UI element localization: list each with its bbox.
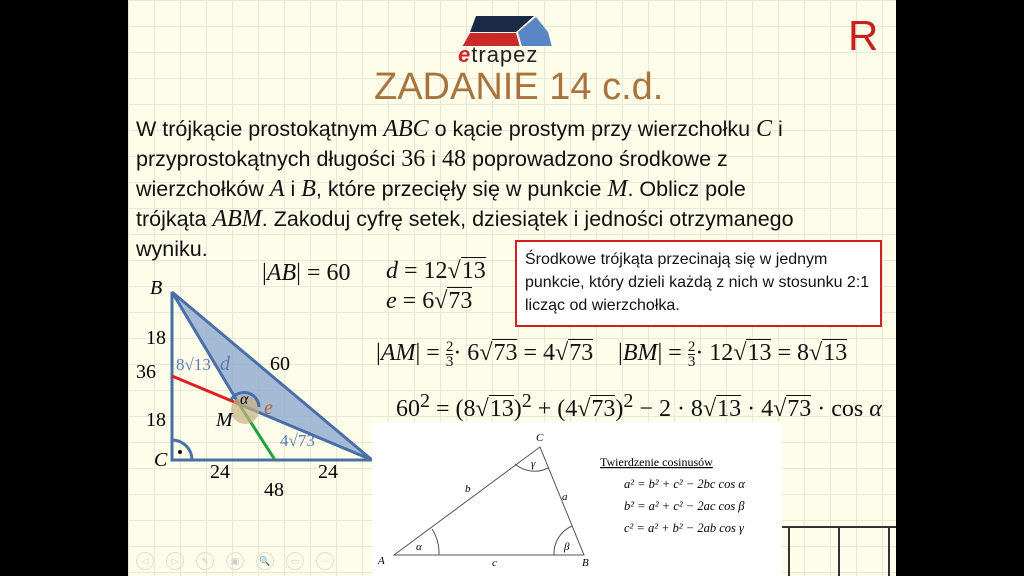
svg-text:c: c — [492, 557, 497, 569]
svg-text:C: C — [536, 432, 544, 444]
logo-text: etrapez — [458, 42, 539, 67]
info-box: Środkowe trójkąta przecinają się w jednym punkcie, który dzieli każdą z nich w stosunku 2:1 licząc od wierzchołka. — [515, 240, 882, 327]
formula-ab: |AB| = 60 — [262, 260, 351, 286]
svg-text:e: e — [264, 397, 273, 419]
svg-text:M: M — [216, 409, 233, 431]
formula-am: |AM| = $\frac{2}{3}$ · 6√73 = 4√73 — [376, 339, 594, 370]
svg-text:d: d — [220, 353, 230, 375]
formula-d: d = 12√13 — [386, 258, 486, 284]
svg-text:C: C — [154, 449, 168, 471]
svg-text:b: b — [465, 483, 471, 495]
svg-text:24: 24 — [318, 461, 338, 483]
formula-e: e = 6√73 — [386, 288, 473, 314]
svg-text:b² = a² + c² − 2ac cos β: b² = a² + c² − 2ac cos β — [624, 499, 745, 513]
svg-text:A: A — [378, 555, 385, 567]
answer-boxes — [782, 526, 896, 576]
slide — [128, 0, 896, 576]
svg-text:γ: γ — [531, 458, 536, 470]
svg-text:48: 48 — [264, 479, 284, 500]
slide-title: ZADANIE 14 c.d. — [374, 66, 664, 108]
svg-text:18: 18 — [146, 327, 166, 349]
svg-text:Twierdzenie cosinusów: Twierdzenie cosinusów — [600, 455, 713, 469]
prev-slide-button[interactable]: ◁ — [136, 552, 154, 570]
svg-text:60: 60 — [270, 353, 290, 375]
pen-tool-button[interactable]: ✎ — [196, 552, 214, 570]
formula-bm: |BM| = $\frac{2}{3}$ · 12√13 = 8√13 — [618, 339, 848, 370]
svg-text:B: B — [150, 277, 163, 299]
svg-text:α: α — [416, 541, 422, 553]
svg-text:β: β — [564, 541, 570, 553]
subtitles-button[interactable]: ▭ — [286, 552, 304, 570]
task-text: W trójkącie prostokątnym ABC o kącie prostym przy wierzchołku C i przyprostokątnych długości 36 i 48 poprowadzono środkowe z wierzchołków A i B, które przecięły się w punkcie M. Oblicz pole trójkąta ABM. Zakoduj cyfrę setek, dziesiątek i jedności otrzymanego wyniku. — [136, 116, 794, 261]
svg-text:c² = a² + b² − 2ab cos γ: c² = a² + b² − 2ab cos γ — [624, 521, 744, 535]
zoom-button[interactable]: 🔍 — [256, 552, 274, 570]
formula-law-of-cosines: $60^2 = (8√13)^2 + (4√73)^2 - 2 \cdot 8√13 \cdot 4√73 \cdot \cos \alpha$ — [396, 390, 882, 422]
svg-text:36: 36 — [136, 361, 156, 383]
svg-text:a: a — [562, 491, 568, 503]
triangle-figure — [128, 270, 378, 500]
see-all-slides-button[interactable]: ▣ — [226, 552, 244, 570]
svg-text:8√13: 8√13 — [176, 355, 211, 374]
corner-letter: R — [848, 12, 879, 59]
svg-text:a² = b² + c² − 2bc cos α: a² = b² + c² − 2bc cos α — [624, 477, 745, 491]
svg-text:24: 24 — [210, 461, 230, 483]
svg-text:18: 18 — [146, 409, 166, 431]
svg-text:α: α — [240, 391, 249, 408]
next-slide-button[interactable]: ▷ — [166, 552, 184, 570]
more-options-button[interactable]: ⋯ — [316, 552, 334, 570]
cosine-law-image — [372, 422, 782, 576]
svg-text:4√73: 4√73 — [280, 431, 315, 450]
svg-text:B: B — [582, 557, 589, 569]
